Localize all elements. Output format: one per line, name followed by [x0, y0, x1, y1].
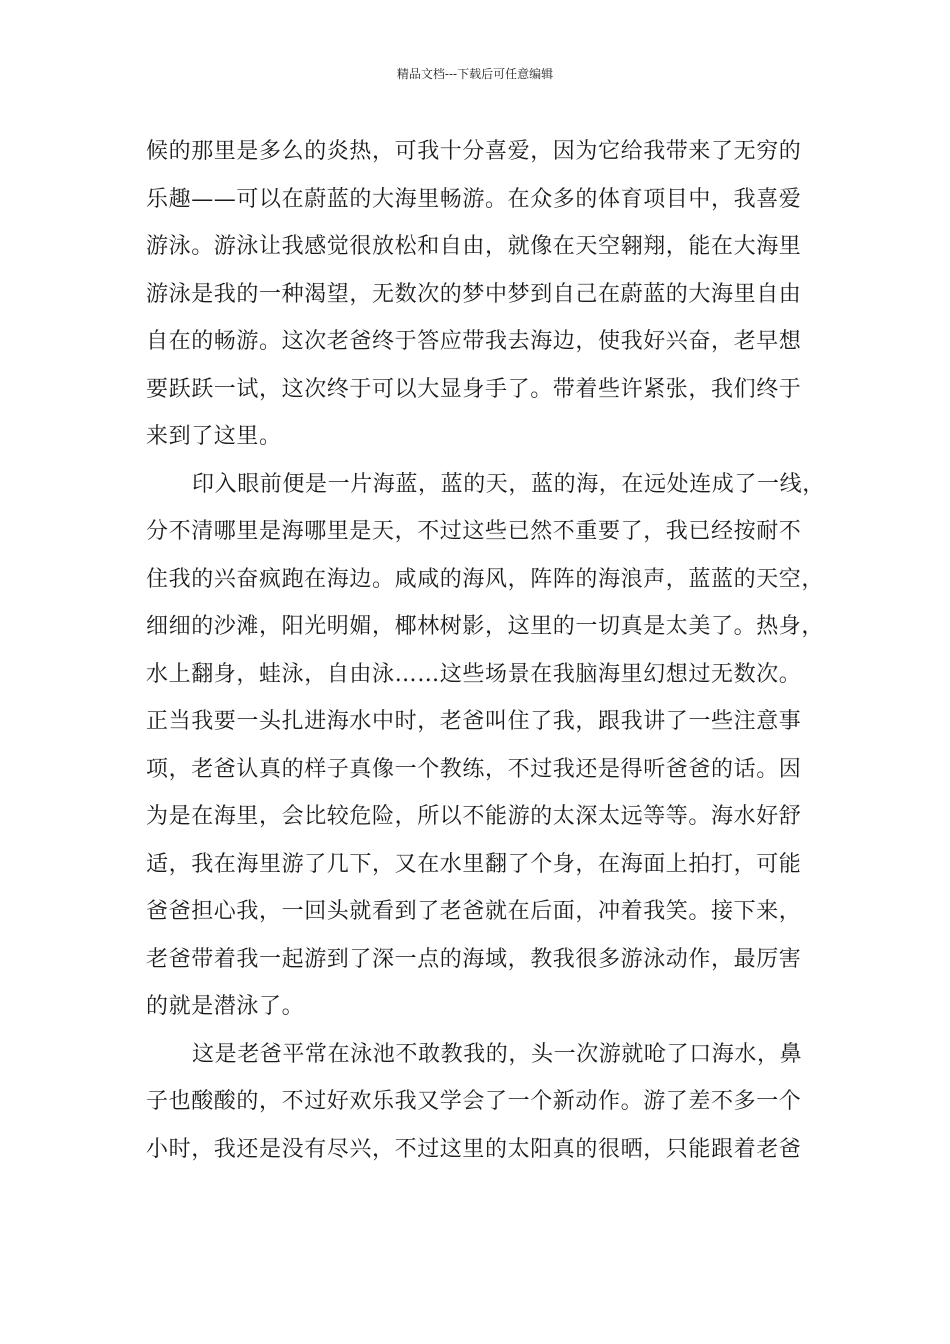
- text-line: 来到了这里。: [146, 424, 282, 449]
- text-line: 项，老爸认真的样子真像一个教练，不过我还是得听爸爸的话。因: [146, 756, 802, 782]
- text-line: 自在的畅游。这次老爸终于答应带我去海边，使我好兴奋，老早想: [146, 329, 802, 354]
- text-line: 爸爸担心我，一回头就看到了老爸就在后面，冲着我笑。接下来，: [146, 899, 802, 924]
- text-line: 游泳。游泳让我感觉很放松和自由，就像在天空翱翔，能在大海里: [146, 234, 802, 259]
- text-line: 水上翻身，蛙泳，自由泳……这些场景在我脑海里幻想过无数次。: [146, 661, 802, 687]
- article-body: [146, 128, 825, 1173]
- paragraph-start-line: 这是老爸平常在泳池不敢教我的，头一次游就呛了口海水，鼻: [192, 1041, 803, 1067]
- text-line: 为是在海里，会比较危险，所以不能游的太深太远等等。海水好舒: [146, 804, 802, 829]
- text-line: 细细的沙滩，阳光明媚，椰林树影，这里的一切真是太美了。热身，: [146, 614, 825, 639]
- page-header: 精品文档---下载后可任意编辑: [396, 67, 554, 81]
- text-line: 要跃跃一试，这次终于可以大显身手了。带着些许紧张，我们终于: [146, 376, 802, 402]
- text-line: 老爸带着我一起游到了深一点的海域，教我很多游泳动作，最厉害: [146, 946, 802, 972]
- text-line: 适，我在海里游了几下，又在水里翻了个身，在海面上拍打，可能: [146, 851, 802, 877]
- text-line: 候的那里是多么的炎热，可我十分喜爱，因为它给我带来了无穷的: [146, 139, 802, 164]
- text-line: 游泳是我的一种渴望，无数次的梦中梦到自己在蔚蓝的大海里自由: [146, 281, 802, 307]
- text-line: 小时，我还是没有尽兴，不过这里的太阳真的很晒，只能跟着老爸: [146, 1136, 802, 1162]
- text-line: 住我的兴奋疯跑在海边。咸咸的海风，阵阵的海浪声，蓝蓝的天空，: [146, 566, 825, 592]
- paragraph-start-line: 印入眼前便是一片海蓝，蓝的天，蓝的海，在远处连成了一线，: [192, 471, 825, 497]
- text-line: 正当我要一头扎进海水中时，老爸叫住了我，跟我讲了一些注意事: [146, 709, 802, 734]
- text-line: 的就是潜泳了。: [146, 994, 305, 1019]
- text-line: 子也酸酸的，不过好欢乐我又学会了一个新动作。游了差不多一个: [146, 1089, 802, 1114]
- text-line: 分不清哪里是海哪里是天，不过这些已然不重要了，我已经按耐不: [146, 519, 802, 544]
- text-line: 乐趣——可以在蔚蓝的大海里畅游。在众多的体育项目中，我喜爱: [146, 186, 802, 212]
